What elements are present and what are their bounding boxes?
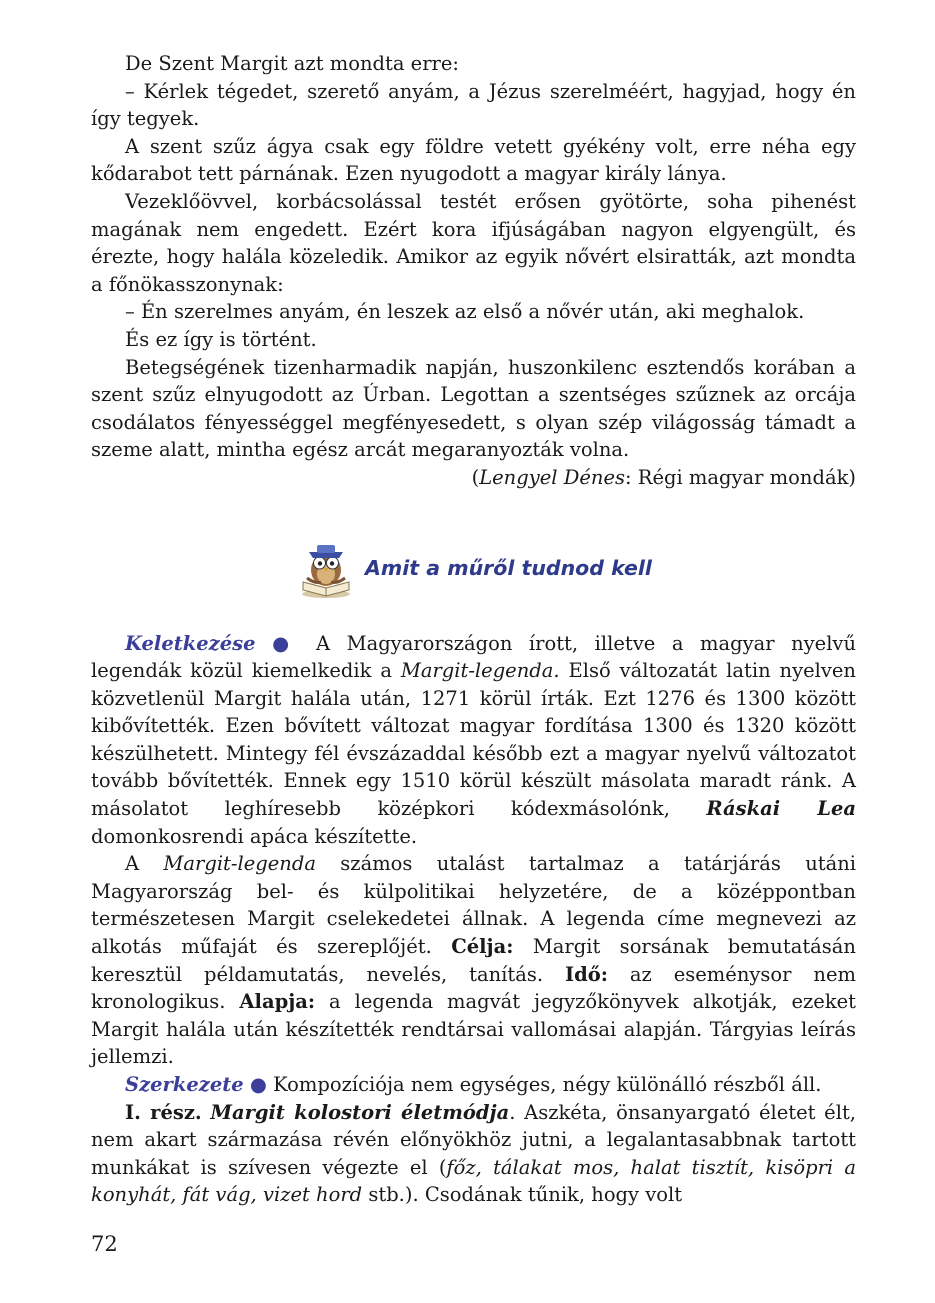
text-run: az eseménysor nem kronologikus. bbox=[91, 962, 856, 1014]
text-run: a legenda magvát jegyzőkönyvek alkotják, ezeket Margit halála után készítették rendtársai vallomásai alapján. Tárgyias leírás jellemzi. bbox=[91, 990, 857, 1069]
keyword-label: Szerkezete bbox=[125, 1073, 244, 1096]
analysis-paragraph bbox=[91, 850, 856, 1071]
keyword-label: Keletkezése bbox=[125, 631, 256, 655]
story-paragraph: Betegségének tizenharmadik napján, huszonkilenc esztendős korában a szent szűz elnyugodott az Úrban. Legottan a szentséges szűznek az orcája csodálatos fényességgel megfényesedett, s olyan szép világosság támadt a szeme alatt, mintha egész arcát megaranyozták volna. bbox=[91, 355, 856, 462]
page-body bbox=[91, 50, 856, 1209]
analysis-paragraph bbox=[91, 1071, 856, 1099]
story-paragraph: – Kérlek tégedet, szerető anyám, a Jézus szerelméért, hagyjad, hogy én így tegyek. bbox=[91, 79, 856, 131]
story-paragraph: És ez így is történt. bbox=[125, 327, 317, 351]
text-run: Margit sorsának bemutatásán keresztül példamutatás, nevelés, tanítás. bbox=[91, 935, 856, 986]
bullet-icon: ● bbox=[249, 1073, 267, 1096]
page-number: 72 bbox=[91, 1232, 118, 1256]
text-run: Margit-legenda. bbox=[400, 659, 560, 683]
analysis-paragraph bbox=[91, 630, 856, 851]
text-run: Margit kolostori életmódja bbox=[210, 1100, 510, 1124]
citation-open: ( bbox=[471, 465, 480, 489]
story-paragraph: De Szent Margit azt mondta erre: bbox=[125, 52, 459, 75]
analysis-paragraph bbox=[91, 1099, 856, 1209]
text-run: Célja: bbox=[451, 935, 514, 959]
text-run: stb.). Csodának tűnik, hogy volt bbox=[362, 1183, 683, 1207]
story-paragraph: – Én szerelmes anyám, én leszek az első a nővér után, aki meghalok. bbox=[125, 300, 805, 324]
text-run: Kompozíciója nem egységes, négy különálló részből áll. bbox=[266, 1073, 822, 1096]
text-run: A bbox=[125, 852, 164, 876]
text-run: Margit-legenda bbox=[163, 852, 316, 876]
text-run: számos utalást tartalmaz a tatárjárás utáni Magyarország bel- és külpolitikai helyzetére, de a középpontban természetesen Margit cselekedetei állnak. A legenda címe megnevezi az alkotás műfaját és szereplőjét. bbox=[91, 852, 857, 959]
reading-owl-icon bbox=[295, 538, 357, 600]
story-paragraph: A szent szűz ágya csak egy földre vetett gyékény volt, erre néha egy kődarabot tett párnának. Ezen nyugodott a magyar király lánya. bbox=[91, 134, 856, 186]
text-run: . Aszkéta, önsanyargató életet élt, nem akart származása révén előnyökhöz jutni, a legalantasabbnak tartott munkákat is szívesen végezte el ( bbox=[91, 1100, 856, 1179]
text-run: Első változatát latin nyelven közvetlenül Margit halála után, 1271 körül írták. Ezt 1276 és 1300 között kibővítették. Ezen bővített változat magyar fordítása 1300 és 1320 között készülhetett. Mintegy fél évszázaddal később ezt a magyar nyelvű változatot tovább bővítették. Ennek egy 1510 körül készült másolata maradt ránk. A másolatot leghíresebb középkori kódexmásolónk, bbox=[91, 659, 856, 821]
text-run: Ráskai Lea bbox=[706, 797, 856, 821]
text-run: főz, tálakat mos, halat tisztít, kisöpri a konyhát, fát vág, vizet hord bbox=[91, 1155, 856, 1207]
citation-source: : Régi magyar mondák) bbox=[625, 465, 856, 489]
section-title: Amit a műről tudnod kell bbox=[365, 555, 652, 580]
story-paragraph: Vezeklőövvel, korbácsolással testét erősen gyötörte, soha pihenést magának nem engedett. Ezért kora ifjúságában nagyon elgyengült, és érezte, hogy halála közeledik. Amikor az egyik nővért elsiratták, azt mondta a főnökasszonynak: bbox=[91, 189, 856, 296]
citation bbox=[91, 464, 856, 492]
text-run: domonkosrendi apáca készítette. bbox=[91, 824, 418, 848]
citation-author: Lengyel Dénes bbox=[479, 465, 625, 489]
section-header bbox=[91, 534, 856, 604]
text-run: Idő: bbox=[564, 962, 608, 986]
bullet-icon: ● bbox=[272, 631, 300, 655]
text-run: A Magyarországon írott, illetve a magyar nyelvű legendák közül kiemelkedik a bbox=[91, 631, 857, 683]
text-run: Alapja: bbox=[239, 990, 316, 1014]
text-run: I. rész. bbox=[125, 1100, 202, 1124]
